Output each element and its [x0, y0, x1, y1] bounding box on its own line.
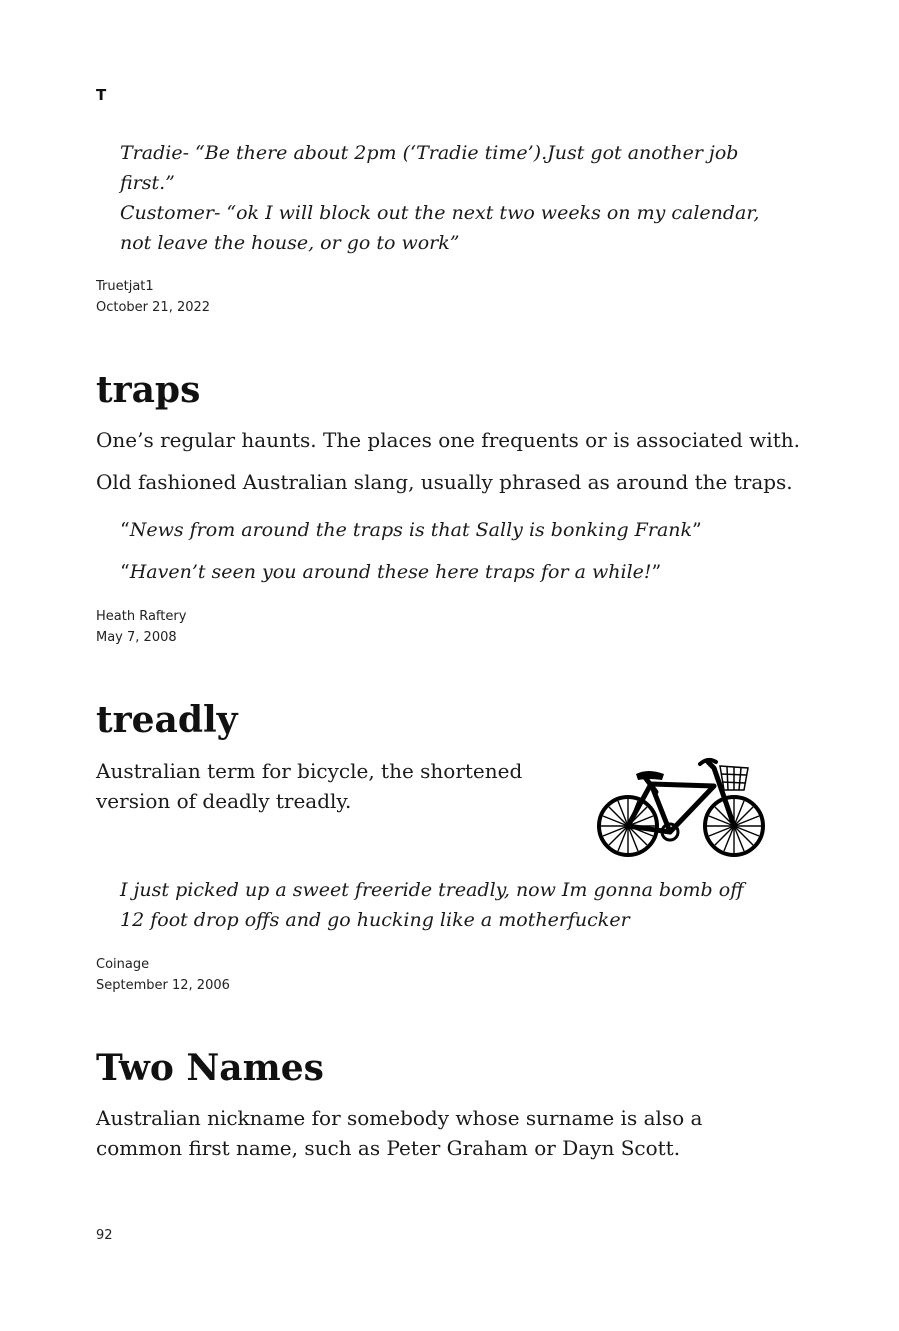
entry-author: Truetjat1 [96, 279, 154, 294]
entry-attribution [96, 606, 186, 648]
example-quote: Customer- “ok I will block out the next two weeks on my calendar, not leave the house, or go to work” [120, 202, 760, 254]
example-quote: “News from around the traps is that Sally is bonking Frank” [120, 519, 702, 541]
entry-attribution [96, 276, 210, 318]
entry-definition: Australian term for bicycle, the shortened version of deadly treadly. [96, 759, 523, 813]
example-quote: I just picked up a sweet freeride treadly, now Im gonna bomb off 12 foot drop offs and go hucking like a motherfucker [120, 879, 744, 931]
section-letter: T [96, 86, 107, 104]
entry-attribution [96, 954, 230, 996]
example-quote: “Haven’t seen you around these here traps for a while!” [120, 561, 662, 583]
entry-author: Heath Raftery [96, 609, 187, 624]
entry-author: Coinage [96, 957, 150, 972]
entry-definition: Old fashioned Australian slang, usually phrased as around the traps. [96, 470, 793, 494]
entry-date: May 7, 2008 [96, 630, 177, 645]
entry-headword: Two Names [96, 1047, 324, 1089]
entry-date: October 21, 2022 [96, 300, 211, 315]
example-quote: Tradie- “Be there about 2pm (‘Tradie time’).Just got another job first.” [120, 142, 739, 194]
entry-definition: Australian nickname for somebody whose surname is also a common first name, such as Peter Graham or Dayn Scott. [96, 1106, 703, 1160]
bicycle-icon [596, 756, 768, 860]
entry-date: September 12, 2006 [96, 978, 230, 993]
entry-definition: One’s regular haunts. The places one frequents or is associated with. [96, 428, 800, 452]
entry-headword: treadly [96, 699, 238, 741]
page-number: 92 [96, 1228, 113, 1243]
entry-headword: traps [96, 369, 201, 411]
